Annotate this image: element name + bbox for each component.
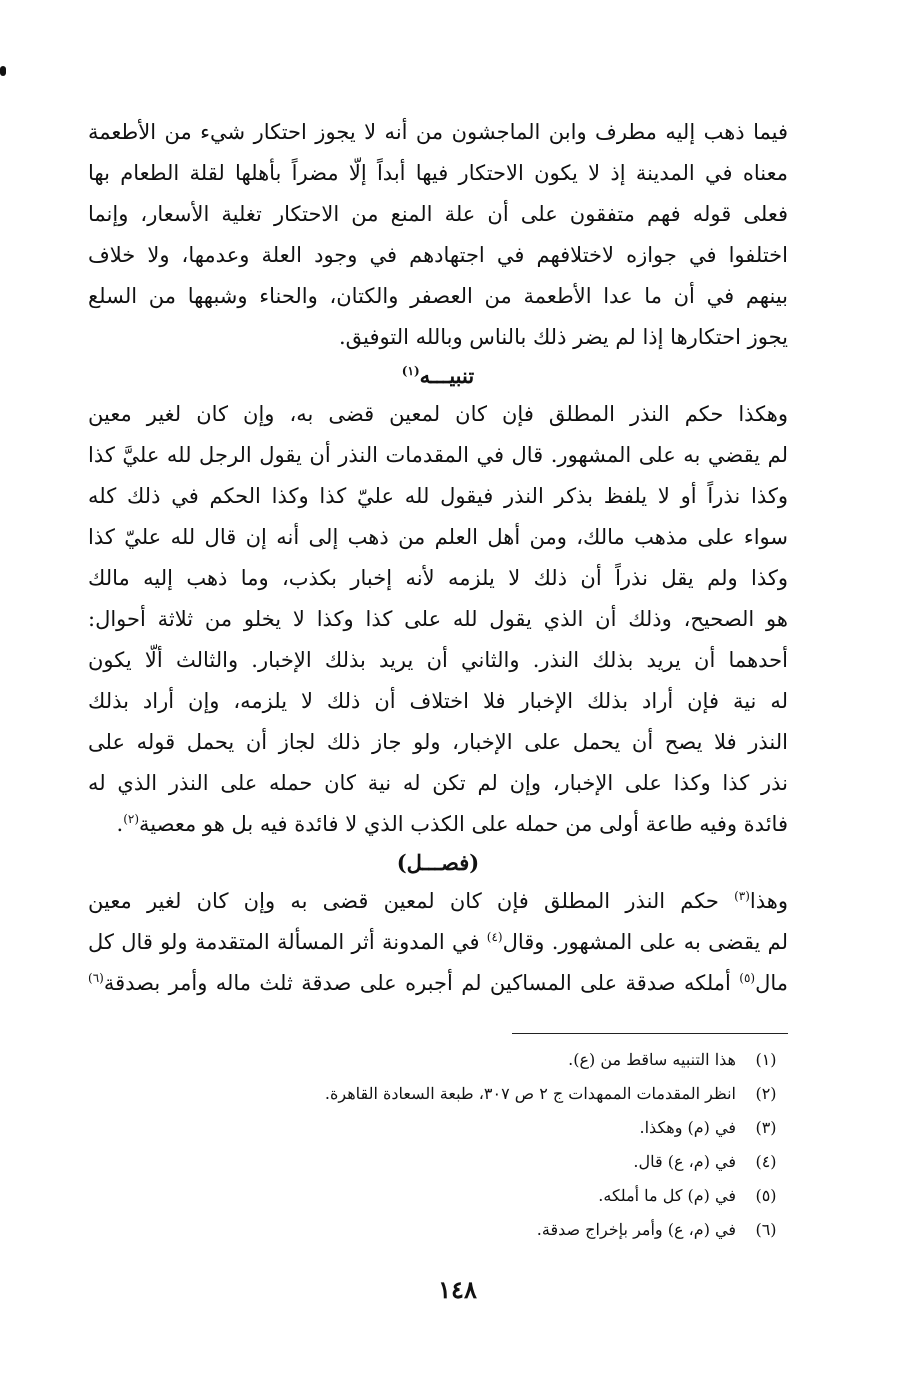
text-line: وهكذا حكم النذر المطلق فإن كان لمعين قضى به، وإن كان لغير معين [88,402,788,426]
footnote-ref: (٣) [734,889,750,903]
text-line [88,922,788,963]
footnote-number: (٦) [755,1220,777,1239]
footnote-number: (٥) [755,1186,777,1205]
text-run: . [116,812,124,836]
footnote [88,1179,788,1213]
footnote-ref: (٤) [486,930,503,944]
footnote-text: هذا التنبيه ساقط من (ع). [568,1050,736,1069]
text-line [88,804,788,845]
footnotes [88,1043,788,1247]
text-run: في المدونة أثر المسألة المتقدمة ولو قال كل [88,930,487,954]
heading-text: تنبيـــه [419,363,475,388]
text-line: نذر كذا وكذا على الإخبار، وإن لم تكن له نية كان حمله على النذر الذي له [88,771,788,795]
text-run: وهذا [749,889,788,913]
text-line [88,881,788,922]
footnote-ref: (٢) [123,812,140,826]
text-line: معناه في المدينة إذ لا يكون الاحتكار فيها أبداً إلّا مضراً بأهلها لقلة الطعام بها [88,161,788,185]
footnote [88,1111,788,1145]
text-line: له نية فإن أراد بذلك الإخبار فلا اختلاف أن ذلك لا يلزمه، وإن أراد بذلك [88,689,788,713]
text-line: فعلى قوله فهم متفقون على أن علة المنع من الاحتكار تغلية الأسعار، وإنما [88,202,788,226]
text-line: أحدهما أن يريد بذلك النذر. والثاني أن يريد بذلك الإخبار. والثالث ألّا يكون [88,648,788,672]
section-heading-tanbih [88,358,788,394]
text-line: اختلفوا في جوازه لاختلافهم في اجتهادهم في وجود العلة وعدمها، ولا خلاف [88,243,788,267]
text-line: سواء على مذهب مالك، ومن أهل العلم من ذهب إلى أنه إن قال لله عليّ كذا [88,525,788,549]
text-line: وكذا نذراً أو لا يلفظ بذكر النذر فيقول لله عليّ كذا وكذا الحكم في ذلك كله [88,484,788,508]
text-line: بينهم في أن ما عدا الأطعمة من العصفر والكتان، والحناء وشبهها من السلع [88,284,788,308]
footnote-separator [512,1033,788,1034]
footnote-ref: (١) [401,364,420,378]
text-line: النذر فلا يصح أن يحمل على الإخبار، ولو جاز ذلك لجاز أن يحمل قوله على [88,730,788,754]
footnote-number: (١) [755,1050,777,1069]
footnote [88,1213,788,1247]
text-run: فائدة وفيه طاعة أولى من حمله على الكذب الذي لا فائدة فيه بل هو معصية [139,812,788,836]
heading-text: (فصـــل) [396,850,480,875]
footnote [88,1043,788,1077]
text-line: وكذا ولم يقل نذراً أن ذلك لا يلزمه لأنه إخبار بكذب، وما ذهب إليه مالك [88,566,788,590]
footnote-number: (٣) [755,1118,777,1137]
footnote-number: (٤) [755,1152,777,1171]
footnote-text: انظر المقدمات الممهدات ج ٢ ص ٣٠٧، طبعة السعادة القاهرة. [324,1084,736,1103]
footnote-text: في (م) كل ما أملكه. [598,1186,736,1205]
footnote-text: في (م، ع) قال. [633,1152,736,1171]
footnote-number: (٢) [755,1084,777,1103]
text-line: فيما ذهب إليه مطرف وابن الماجشون من أنه لا يجوز احتكار شيء من الأطعمة [88,120,788,144]
text-run: أملكه صدقة على المساكين لم أجبره على صدقة ثلث ماله وأمر بصدقة [103,971,740,995]
section-heading-fasl [88,845,788,881]
scan-edge-mark [0,66,6,76]
footnote-ref: (٦) [88,971,104,985]
text-line [88,963,788,1004]
footnote-text: في (م) وهكذا. [639,1118,736,1137]
main-text [88,112,788,1004]
text-line: لم يقضي به على المشهور. قال في المقدمات النذر أن يقول الرجل لله عليَّ كذا [88,443,788,467]
text-run: لم يقضى به على المشهور. وقال [502,930,788,954]
footnote [88,1145,788,1179]
page-number: ١٤٨ [438,1275,477,1304]
footnote-ref: (٥) [739,971,756,985]
text-run: مال [755,971,788,995]
footnote-text: في (م، ع) وأمر بإخراج صدقة. [536,1220,736,1239]
footnote [88,1077,788,1111]
text-run: حكم النذر المطلق فإن كان لمعين قضى به وإن كان لغير معين [88,889,735,913]
text-line: هو الصحيح، وذلك أن الذي يقول لله على كذا وكذا لا يخلو من ثلاثة أحوال: [88,607,788,631]
text-line: يجوز احتكارها إذا لم يضر ذلك بالناس وبالله التوفيق. [338,325,788,349]
